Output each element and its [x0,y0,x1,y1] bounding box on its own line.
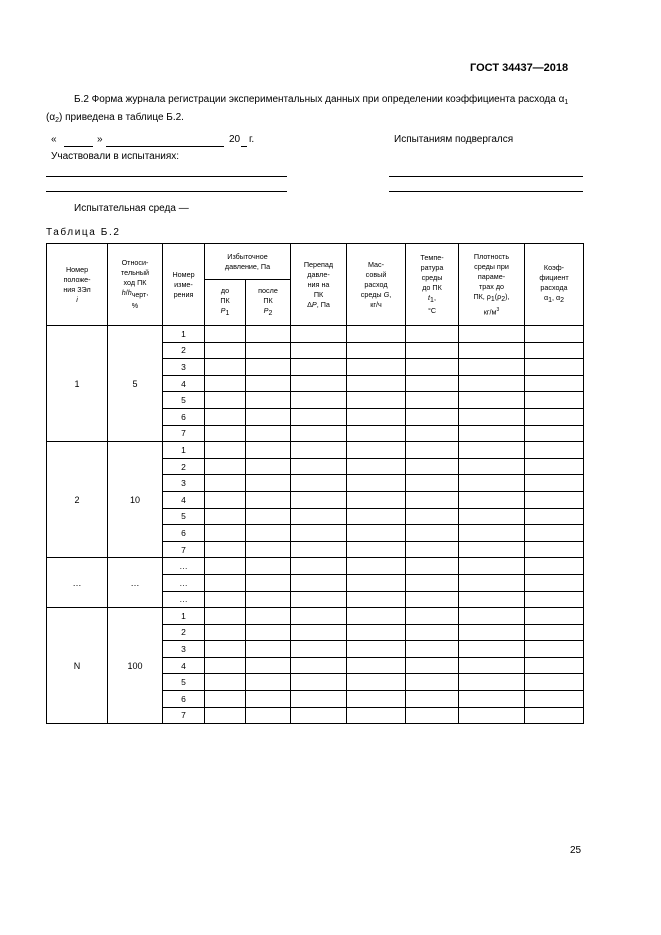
data-entry-cell[interactable] [459,558,525,575]
data-entry-cell[interactable] [347,674,406,691]
intro-text-after: ) приведена в таблице Б.2. [59,112,184,123]
position-cell: … [47,558,108,608]
table-row [47,558,584,575]
data-entry-cell[interactable] [246,342,291,359]
data-entry-cell[interactable] [459,591,525,608]
data-entry-cell[interactable] [246,641,291,658]
data-entry-cell[interactable] [525,491,584,508]
data-entry-cell[interactable] [459,657,525,674]
data-entry-cell[interactable] [291,326,347,343]
data-entry-cell[interactable] [525,558,584,575]
data-entry-cell[interactable] [525,624,584,641]
table-row [47,326,584,343]
data-entry-cell[interactable] [246,558,291,575]
data-entry-cell[interactable] [291,342,347,359]
participants-label: Участвовали в испытаниях: [51,151,180,162]
data-entry-cell[interactable] [205,707,246,724]
data-entry-cell[interactable] [406,491,459,508]
data-entry-cell[interactable] [347,392,406,409]
data-entry-cell[interactable] [205,359,246,376]
position-cell: N [47,608,108,724]
header-pressure-drop: Перепад давле- ния на ПК ΔP, Па [291,244,347,326]
data-entry-cell[interactable] [246,508,291,525]
measurement-number-cell: 1 [163,608,205,625]
header-pressure-before: до ПК P1 [205,280,246,326]
data-entry-cell[interactable] [205,458,246,475]
measurement-number-cell: 6 [163,691,205,708]
data-entry-cell[interactable] [459,375,525,392]
data-entry-cell[interactable] [406,574,459,591]
data-entry-cell[interactable] [347,624,406,641]
header-measurement: Номер изме- рения [163,244,205,326]
data-entry-cell[interactable] [205,591,246,608]
data-entry-cell[interactable] [291,558,347,575]
data-entry-cell[interactable] [205,326,246,343]
data-entry-cell[interactable] [291,442,347,459]
data-entry-cell[interactable] [406,674,459,691]
table-body [47,326,584,724]
data-entry-cell[interactable] [525,508,584,525]
data-entry-cell[interactable] [246,525,291,542]
data-entry-cell[interactable] [291,641,347,658]
data-entry-cell[interactable] [459,691,525,708]
data-entry-cell[interactable] [459,525,525,542]
data-entry-cell[interactable] [246,491,291,508]
data-entry-cell[interactable] [347,375,406,392]
data-entry-cell[interactable] [347,408,406,425]
data-entry-cell[interactable] [406,475,459,492]
measurement-number-cell: 1 [163,442,205,459]
date-year-prefix: 20 [229,134,241,145]
data-entry-cell[interactable] [459,608,525,625]
measurement-number-cell: 1 [163,326,205,343]
data-entry-cell[interactable] [525,541,584,558]
data-entry-cell[interactable] [291,525,347,542]
data-entry-cell[interactable] [525,574,584,591]
data-entry-cell[interactable] [205,525,246,542]
relative-stroke-cell: 10 [108,442,163,558]
date-day-line[interactable] [64,146,93,147]
data-entry-cell[interactable] [406,442,459,459]
data-entry-cell[interactable] [347,458,406,475]
data-entry-cell[interactable] [525,525,584,542]
data-entry-cell[interactable] [406,508,459,525]
measurement-number-cell: 4 [163,657,205,674]
header-pressure-after: после ПК P2 [246,280,291,326]
data-entry-cell[interactable] [347,442,406,459]
participant-line-1[interactable] [46,176,287,177]
alpha-subscript-1: 1 [564,99,569,106]
data-entry-cell[interactable] [525,591,584,608]
data-entry-cell[interactable] [525,707,584,724]
header-relative-stroke: Относи- тельный ход ПК h/hчерт, % [108,244,163,326]
data-entry-cell[interactable] [459,458,525,475]
table-row [47,608,584,625]
data-entry-cell[interactable] [459,707,525,724]
data-entry-cell[interactable] [205,342,246,359]
page-number: 25 [570,845,582,856]
data-entry-cell[interactable] [246,425,291,442]
data-entry-cell[interactable] [406,408,459,425]
data-entry-cell[interactable] [525,641,584,658]
data-entry-cell[interactable] [406,591,459,608]
data-entry-cell[interactable] [459,359,525,376]
date-year-suffix: г. [249,134,255,145]
data-entry-cell[interactable] [406,326,459,343]
data-entry-cell[interactable] [459,408,525,425]
measurement-number-cell: 7 [163,541,205,558]
measurement-number-cell: … [163,558,205,575]
data-entry-cell[interactable] [406,525,459,542]
data-entry-cell[interactable] [291,392,347,409]
data-entry-cell[interactable] [205,475,246,492]
data-entry-cell[interactable] [291,458,347,475]
data-entry-cell[interactable] [246,707,291,724]
data-entry-cell[interactable] [347,574,406,591]
data-entry-cell[interactable] [406,458,459,475]
data-entry-cell[interactable] [205,375,246,392]
data-entry-cell[interactable] [291,359,347,376]
data-entry-cell[interactable] [406,624,459,641]
data-entry-cell[interactable] [347,342,406,359]
data-entry-cell[interactable] [459,475,525,492]
data-entry-cell[interactable] [291,541,347,558]
data-entry-cell[interactable] [291,657,347,674]
measurement-number-cell: … [163,574,205,591]
data-entry-cell[interactable] [205,624,246,641]
data-entry-cell[interactable] [246,574,291,591]
data-entry-cell[interactable] [525,375,584,392]
tested-object-line-1[interactable] [389,176,583,177]
measurement-number-cell: 3 [163,475,205,492]
data-entry-cell[interactable] [406,541,459,558]
data-entry-cell[interactable] [205,657,246,674]
data-entry-cell[interactable] [246,657,291,674]
data-entry-cell[interactable] [205,674,246,691]
data-entry-cell[interactable] [246,326,291,343]
relative-stroke-cell: 5 [108,326,163,442]
data-entry-cell[interactable] [459,508,525,525]
data-entry-cell[interactable] [205,558,246,575]
data-entry-cell[interactable] [291,624,347,641]
data-entry-cell[interactable] [246,375,291,392]
data-entry-cell[interactable] [246,392,291,409]
data-entry-cell[interactable] [406,359,459,376]
data-entry-cell[interactable] [347,558,406,575]
data-entry-cell[interactable] [459,442,525,459]
measurement-number-cell: 3 [163,641,205,658]
measurement-number-cell: 2 [163,458,205,475]
data-entry-cell[interactable] [525,392,584,409]
data-entry-cell[interactable] [525,674,584,691]
data-entry-cell[interactable] [347,657,406,674]
data-entry-cell[interactable] [406,657,459,674]
experimental-data-table [46,243,584,724]
participant-line-2[interactable] [46,191,287,192]
data-entry-cell[interactable] [246,624,291,641]
table-caption: Таблица Б.2 [46,227,121,238]
data-entry-cell[interactable] [205,408,246,425]
data-entry-cell[interactable] [347,591,406,608]
data-entry-cell[interactable] [205,574,246,591]
date-quote-close: » [97,134,103,145]
header-mass-flow: Мас- совый расход среды G, кг/ч [347,244,406,326]
data-entry-cell[interactable] [406,342,459,359]
data-entry-cell[interactable] [246,475,291,492]
data-entry-cell[interactable] [291,375,347,392]
position-cell: 1 [47,326,108,442]
data-entry-cell[interactable] [525,342,584,359]
measurement-number-cell: 5 [163,392,205,409]
header-excess-pressure: Избыточное давление, Па [205,244,291,280]
data-entry-cell[interactable] [406,425,459,442]
table-row [47,442,584,459]
data-entry-cell[interactable] [525,657,584,674]
intro-text-mid: (α [46,112,56,123]
data-entry-cell[interactable] [246,691,291,708]
measurement-number-cell: 7 [163,425,205,442]
data-entry-cell[interactable] [246,458,291,475]
data-entry-cell[interactable] [246,591,291,608]
data-entry-cell[interactable] [459,541,525,558]
data-entry-cell[interactable] [406,558,459,575]
data-entry-cell[interactable] [525,458,584,475]
data-entry-cell[interactable] [205,425,246,442]
header-temperature: Темпе- ратура среды до ПК t1, °C [406,244,459,326]
data-entry-cell[interactable] [406,641,459,658]
data-entry-cell[interactable] [459,392,525,409]
header-coefficient: Коэф- фициент расхода α1, α2 [525,244,584,326]
data-entry-cell[interactable] [525,326,584,343]
date-month-line[interactable] [106,146,224,147]
relative-stroke-cell: 100 [108,608,163,724]
data-entry-cell[interactable] [525,475,584,492]
data-entry-cell[interactable] [246,359,291,376]
data-entry-cell[interactable] [246,408,291,425]
data-entry-cell[interactable] [291,475,347,492]
data-entry-cell[interactable] [459,342,525,359]
data-entry-cell[interactable] [525,608,584,625]
data-entry-cell[interactable] [205,691,246,708]
data-entry-cell[interactable] [291,707,347,724]
data-entry-cell[interactable] [525,425,584,442]
data-entry-cell[interactable] [459,574,525,591]
data-entry-cell[interactable] [406,707,459,724]
data-entry-cell[interactable] [347,425,406,442]
data-entry-cell[interactable] [406,392,459,409]
date-year-line[interactable] [241,146,247,147]
data-entry-cell[interactable] [205,508,246,525]
data-entry-cell[interactable] [347,525,406,542]
relative-stroke-cell: … [108,558,163,608]
measurement-number-cell: 3 [163,359,205,376]
data-entry-cell[interactable] [291,591,347,608]
header-position: Номер положе- ния ЗЭл i [47,244,108,326]
data-entry-cell[interactable] [459,624,525,641]
data-entry-cell[interactable] [459,491,525,508]
measurement-number-cell: 6 [163,408,205,425]
data-entry-cell[interactable] [205,491,246,508]
measurement-number-cell: 2 [163,624,205,641]
measurement-number-cell: 2 [163,342,205,359]
tested-object-label: Испытаниям подвергался [394,134,514,145]
header-density: Плотность среды при параме- трах до ПК, ρ1(ρ2), $кг/м^3$ [459,244,525,326]
data-entry-cell[interactable] [406,375,459,392]
data-entry-cell[interactable] [459,641,525,658]
tested-object-line-2[interactable] [389,191,583,192]
data-entry-cell[interactable] [246,608,291,625]
data-entry-cell[interactable] [525,408,584,425]
intro-paragraph [46,92,586,128]
data-entry-cell[interactable] [525,442,584,459]
measurement-number-cell: 4 [163,491,205,508]
data-entry-cell[interactable] [406,608,459,625]
alpha-subscript-2: 2 [55,117,60,124]
data-entry-cell[interactable] [347,541,406,558]
standard-code: ГОСТ 34437—2018 [470,62,569,74]
data-entry-cell[interactable] [205,541,246,558]
data-entry-cell[interactable] [347,608,406,625]
data-entry-cell[interactable] [347,475,406,492]
data-entry-cell[interactable] [347,508,406,525]
data-entry-cell[interactable] [291,425,347,442]
data-entry-cell[interactable] [291,691,347,708]
data-entry-cell[interactable] [291,674,347,691]
data-entry-cell[interactable] [246,541,291,558]
data-entry-cell[interactable] [291,608,347,625]
data-entry-cell[interactable] [205,641,246,658]
data-entry-cell[interactable] [459,326,525,343]
data-entry-cell[interactable] [205,392,246,409]
data-entry-cell[interactable] [347,707,406,724]
data-entry-cell[interactable] [525,359,584,376]
data-entry-cell[interactable] [525,691,584,708]
data-entry-cell[interactable] [291,574,347,591]
measurement-number-cell: … [163,591,205,608]
measurement-number-cell: 5 [163,508,205,525]
data-entry-cell[interactable] [291,408,347,425]
data-entry-cell[interactable] [205,608,246,625]
position-cell: 2 [47,442,108,558]
data-entry-cell[interactable] [246,674,291,691]
measurement-number-cell: 5 [163,674,205,691]
data-entry-cell[interactable] [347,359,406,376]
data-entry-cell[interactable] [205,442,246,459]
data-entry-cell[interactable] [459,674,525,691]
measurement-number-cell: 4 [163,375,205,392]
data-entry-cell[interactable] [347,641,406,658]
date-quote-open: « [51,134,57,145]
test-medium-label: Испытательная среда — [74,203,189,214]
data-entry-cell[interactable] [246,442,291,459]
data-entry-cell[interactable] [347,326,406,343]
data-entry-cell[interactable] [406,691,459,708]
data-entry-cell[interactable] [291,491,347,508]
data-entry-cell[interactable] [291,508,347,525]
data-entry-cell[interactable] [459,425,525,442]
measurement-number-cell: 7 [163,707,205,724]
data-entry-cell[interactable] [347,691,406,708]
measurement-number-cell: 6 [163,525,205,542]
intro-text-before: Б.2 Форма журнала регистрации экспериментальных данных при определении коэффициента расхода α [74,94,565,105]
data-entry-cell[interactable] [347,491,406,508]
